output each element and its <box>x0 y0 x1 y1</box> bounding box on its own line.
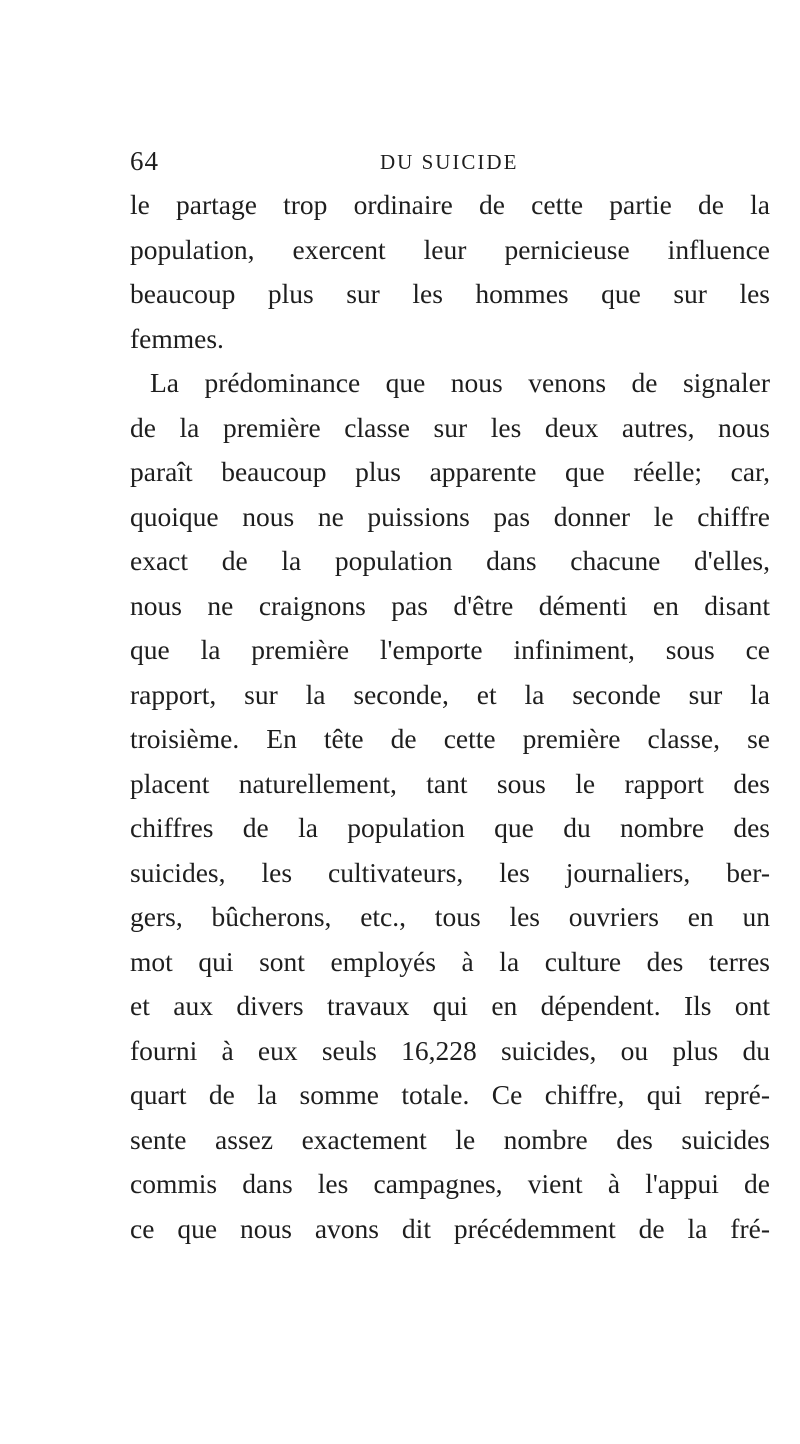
running-title: DU SUICIDE <box>380 150 519 174</box>
text-line: beaucoup plus sur les hommes que sur les <box>130 278 770 309</box>
text-line: de la première classe sur les deux autres, nous <box>130 411 770 443</box>
text-line: commis dans les campagnes, vient à l'appui de <box>130 1168 770 1199</box>
text-line: et aux divers travaux qui en dépendent. Ils ont <box>130 990 770 1021</box>
text-line: que la première l'emporte infiniment, sous ce <box>130 634 770 665</box>
text-line: chiffres de la population que du nombre des <box>130 812 770 843</box>
text-line: exact de la population dans chacune d'elles, <box>130 545 770 576</box>
text-line: gers, bûcherons, etc., tous les ouvriers en un <box>130 901 770 932</box>
text-line: femmes. <box>130 322 224 354</box>
text-line: quoique nous ne puissions pas donner le chiffre <box>130 500 770 532</box>
text-line: nous ne craignons pas d'être démenti en disant <box>130 589 770 621</box>
text-line: mot qui sont employés à la culture des terres <box>130 945 770 977</box>
text-line: le partage trop ordinaire de cette partie de la <box>130 189 770 220</box>
text-line: sente assez exactement le nombre des suicides <box>130 1123 770 1155</box>
text-line: La prédominance que nous venons de signaler <box>150 367 770 398</box>
text-line: ce que nous avons dit précédemment de la fré- <box>130 1212 770 1244</box>
text-line: suicides, les cultivateurs, les journaliers, ber- <box>130 856 770 888</box>
text-line: troisième. En tête de cette première classe, se <box>130 723 770 754</box>
page-number: 64 <box>130 146 159 176</box>
text-line: population, exercent leur pernicieuse influence <box>130 233 770 265</box>
text-line: placent naturellement, tant sous le rapport des <box>130 767 770 799</box>
body-text <box>130 183 770 1251</box>
text-line: fourni à eux seuls 16,228 suicides, ou plus du <box>130 1034 770 1066</box>
text-line: rapport, sur la seconde, et la seconde sur la <box>130 678 770 710</box>
text-line: paraît beaucoup plus apparente que réelle; car, <box>130 456 770 487</box>
running-head <box>130 144 770 178</box>
text-line: quart de la somme totale. Ce chiffre, qui repré- <box>130 1079 770 1110</box>
